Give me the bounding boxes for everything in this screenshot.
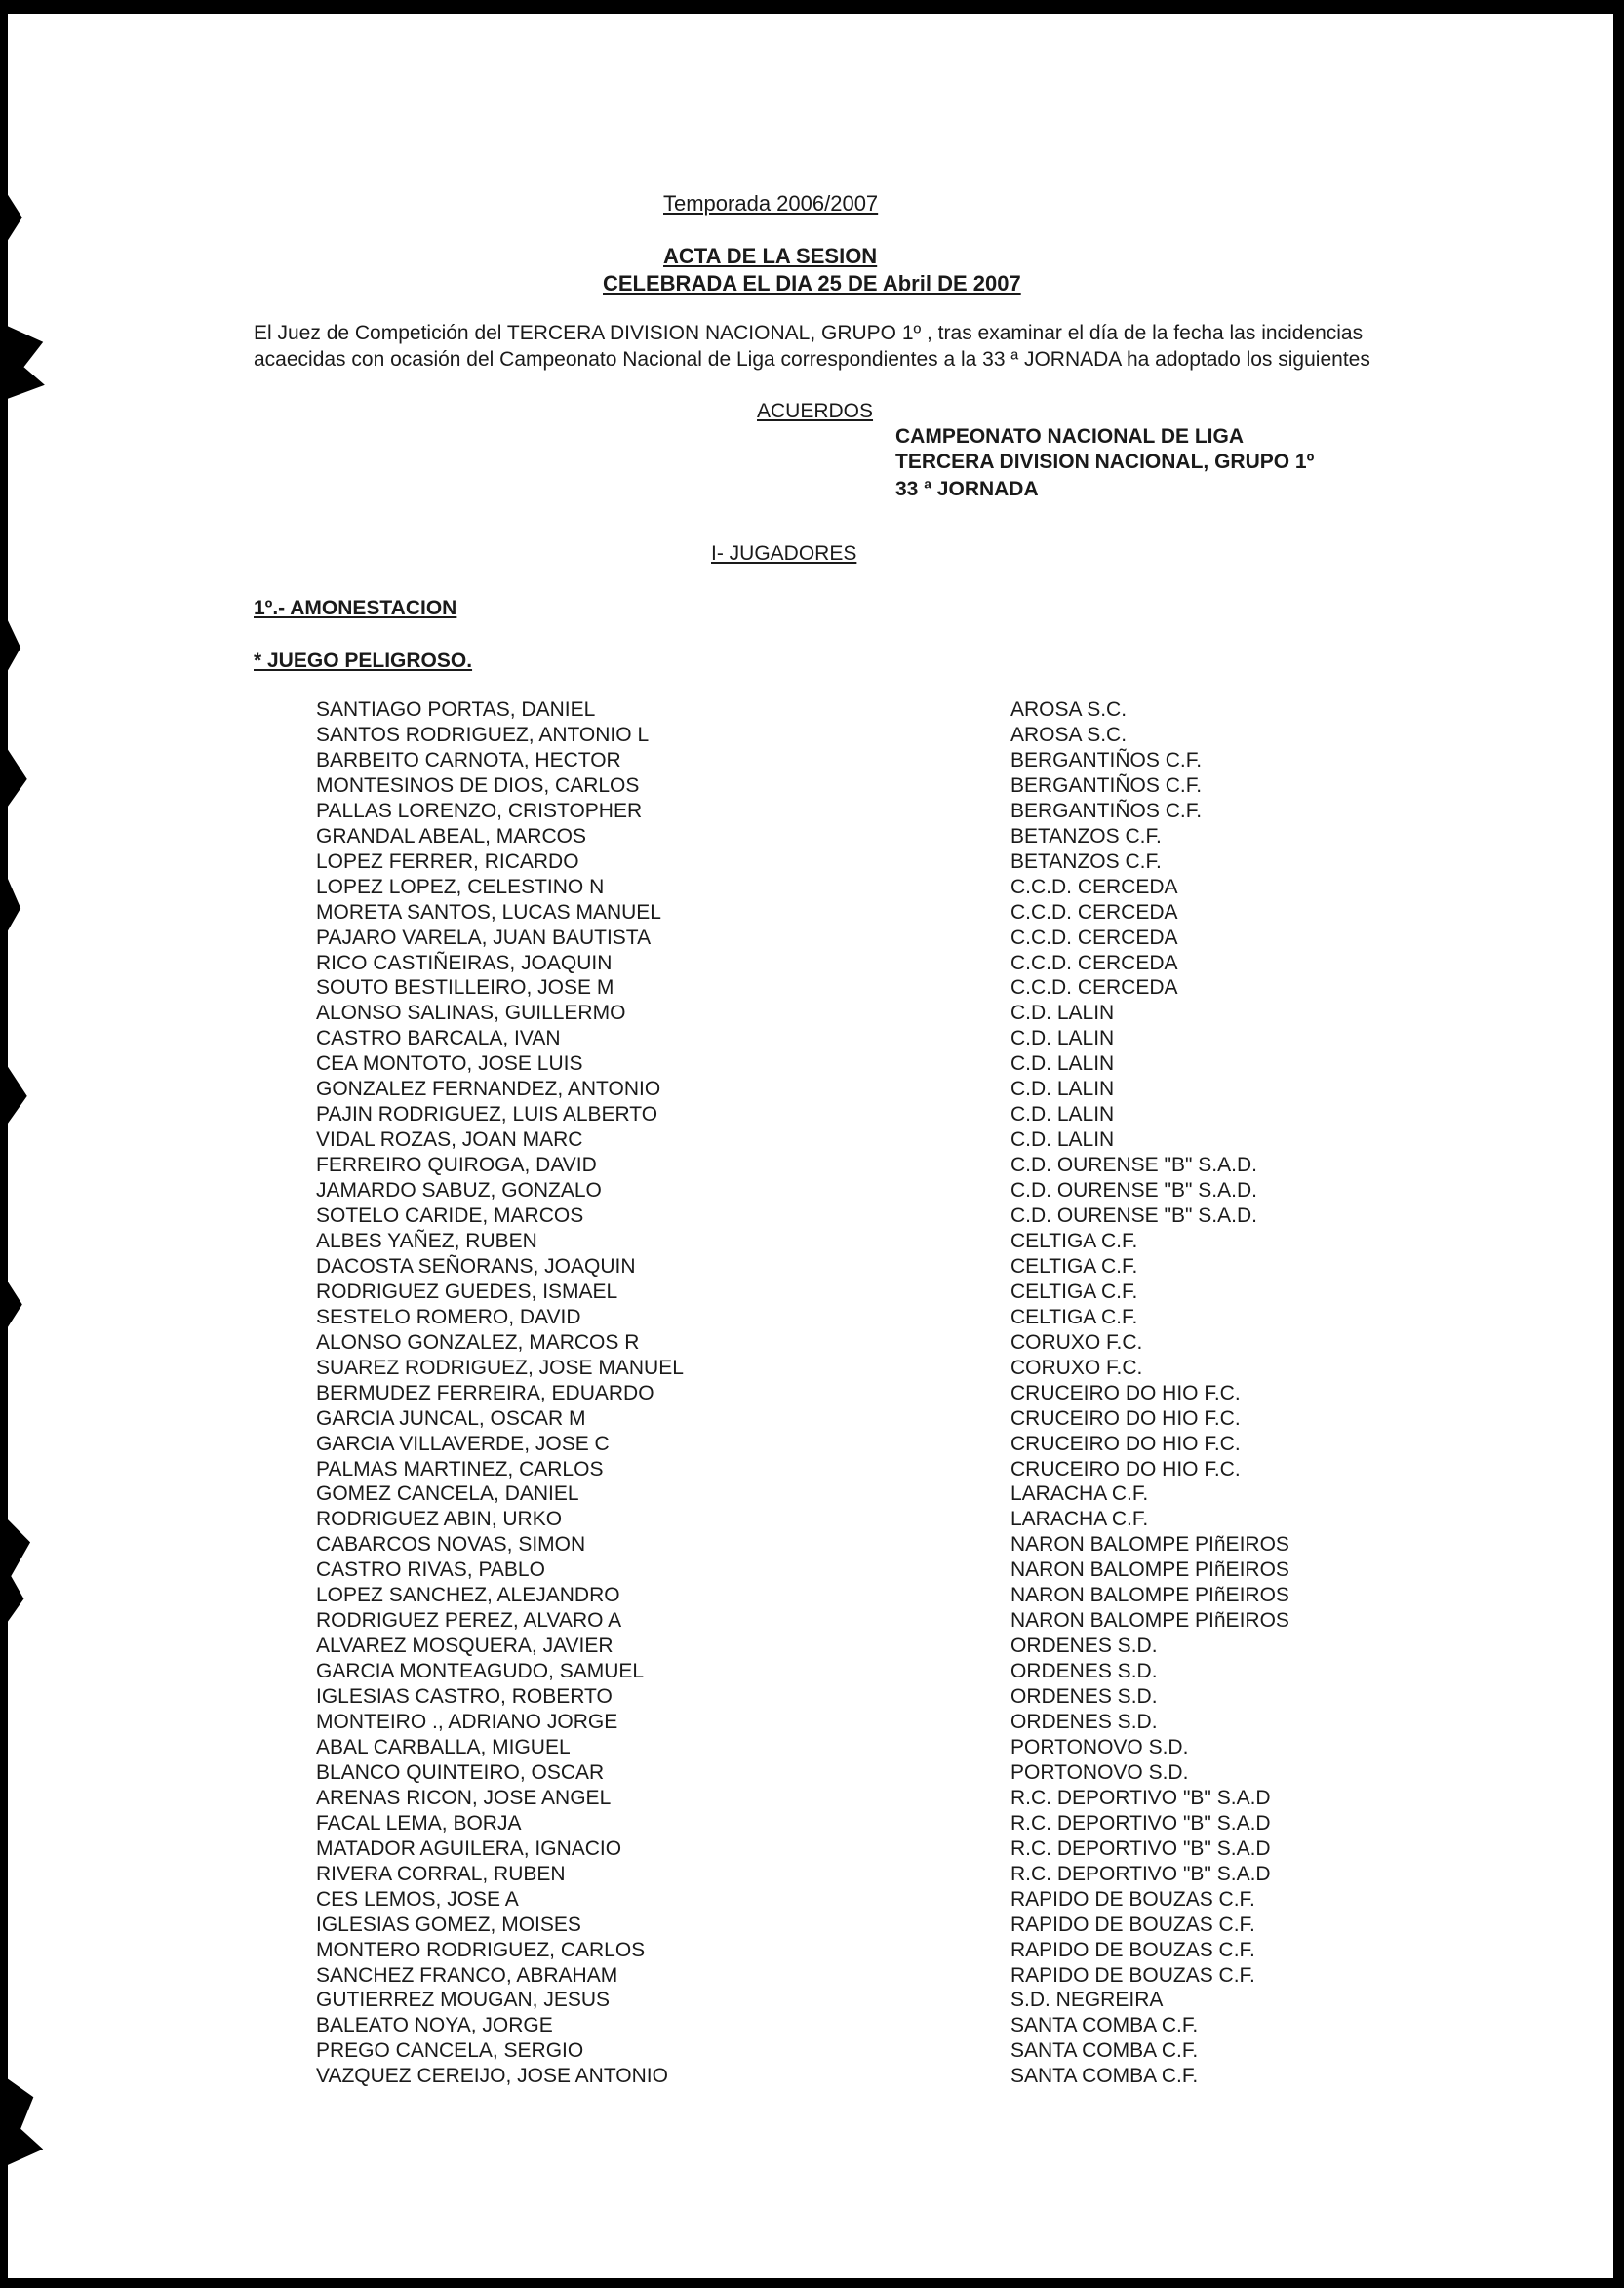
player-club: PORTONOVO S.D. [1010,1760,1189,1784]
player-name: LOPEZ LOPEZ, CELESTINO N [316,875,605,898]
intro-line-1: El Juez de Competición del TERCERA DIVISION NACIONAL, GRUPO 1º , tras examinar el día de la fecha las incidencias [254,322,1364,344]
player-club: AROSA S.C. [1010,698,1128,721]
player-club: C.C.D. CERCEDA [1010,875,1178,898]
player-club: C.C.D. CERCEDA [1010,926,1178,949]
player-club: SANTA COMBA C.F. [1010,2014,1199,2037]
player-name: LOPEZ FERRER, RICARDO [316,849,579,873]
player-club: SANTA COMBA C.F. [1010,2039,1199,2063]
player-club: C.D. LALIN [1010,1128,1115,1152]
player-club: C.C.D. CERCEDA [1010,951,1178,974]
player-name: SUAREZ RODRIGUEZ, JOSE MANUEL [316,1356,684,1379]
player-name: CES LEMOS, JOSE A [316,1887,519,1911]
player-club: C.D. OURENSE "B" S.A.D. [1010,1179,1257,1203]
subsection-title: 1º.- AMONESTACION [254,597,457,619]
player-club: CRUCEIRO DO HIO F.C. [1010,1432,1241,1455]
player-club: NARON BALOMPE PIñEIROS [1010,1533,1289,1557]
player-club: BETANZOS C.F. [1010,824,1162,848]
competition-line-2: TERCERA DIVISION NACIONAL, GRUPO 1º [895,451,1315,473]
player-club: RAPIDO DE BOUZAS C.F. [1010,1887,1255,1911]
player-club: NARON BALOMPE PIñEIROS [1010,1558,1289,1582]
player-name: CEA MONTOTO, JOSE LUIS [316,1052,583,1076]
player-name: ALVAREZ MOSQUERA, JAVIER [316,1635,614,1658]
player-name: PALLAS LORENZO, CRISTOPHER [316,799,643,822]
player-name: BALEATO NOYA, JORGE [316,2014,553,2037]
player-club: C.D. OURENSE "B" S.A.D. [1010,1204,1257,1227]
player-club: RAPIDO DE BOUZAS C.F. [1010,1913,1255,1936]
player-club: ORDENES S.D. [1010,1711,1158,1733]
player-club: C.D. LALIN [1010,1103,1115,1126]
player-name: BLANCO QUINTEIRO, OSCAR [316,1760,605,1784]
player-name: GARCIA MONTEAGUDO, SAMUEL [316,1660,645,1683]
acta-title: ACTA DE LA SESION [663,244,878,268]
player-name: SESTELO ROMERO, DAVID [316,1305,581,1328]
player-club: C.D. LALIN [1010,1078,1115,1101]
player-name: PALMAS MARTINEZ, CARLOS [316,1457,604,1480]
player-name: MORETA SANTOS, LUCAS MANUEL [316,900,661,924]
player-club: ORDENES S.D. [1010,1635,1158,1658]
player-name: FACAL LEMA, BORJA [316,1811,522,1834]
player-club: C.C.D. CERCEDA [1010,976,1178,1000]
player-name: GARCIA VILLAVERDE, JOSE C [316,1432,610,1455]
player-club: NARON BALOMPE PIñEIROS [1010,1584,1289,1607]
acuerdos-heading: ACUERDOS [757,400,874,422]
player-club: AROSA S.C. [1010,723,1128,746]
player-name: DACOSTA SEÑORANS, JOAQUIN [316,1254,636,1278]
category-title: * JUEGO PELIGROSO. [254,650,473,672]
player-name: SANTIAGO PORTAS, DANIEL [316,698,596,721]
player-club: CELTIGA C.F. [1010,1305,1138,1328]
player-club: R.C. DEPORTIVO "B" S.A.D [1010,1811,1271,1834]
player-club: SANTA COMBA C.F. [1010,2065,1199,2088]
player-name: ALBES YAÑEZ, RUBEN [316,1229,537,1252]
player-club: CRUCEIRO DO HIO F.C. [1010,1457,1241,1480]
player-name: SANCHEZ FRANCO, ABRAHAM [316,1963,618,1987]
player-name: MONTESINOS DE DIOS, CARLOS [316,773,640,797]
player-name: GOMEZ CANCELA, DANIEL [316,1482,579,1506]
player-club: R.C. DEPORTIVO "B" S.A.D [1010,1862,1271,1885]
player-name: IGLESIAS GOMEZ, MOISES [316,1913,581,1936]
player-name: SOUTO BESTILLEIRO, JOSE M [316,976,614,1000]
player-club: R.C. DEPORTIVO "B" S.A.D [1010,1786,1271,1809]
player-club: BERGANTIÑOS C.F. [1010,773,1203,797]
player-name: VIDAL ROZAS, JOAN MARC [316,1128,583,1152]
player-club: BERGANTIÑOS C.F. [1010,748,1203,771]
player-club: C.D. LALIN [1010,1052,1115,1076]
acta-date: CELEBRADA EL DIA 25 DE Abril DE 2007 [603,271,1021,296]
player-name: FERREIRO QUIROGA, DAVID [316,1154,597,1177]
player-club: LARACHA C.F. [1010,1508,1149,1531]
player-club: BERGANTIÑOS C.F. [1010,799,1203,822]
player-club: CELTIGA C.F. [1010,1280,1138,1303]
player-club: RAPIDO DE BOUZAS C.F. [1010,1963,1255,1987]
player-club: CORUXO F.C. [1010,1330,1143,1354]
player-name: CASTRO RIVAS, PABLO [316,1558,545,1582]
player-club: CORUXO F.C. [1010,1356,1143,1379]
player-club: CELTIGA C.F. [1010,1229,1138,1252]
player-name: BERMUDEZ FERREIRA, EDUARDO [316,1381,654,1404]
player-club: C.D. OURENSE "B" S.A.D. [1010,1154,1257,1177]
player-club: LARACHA C.F. [1010,1482,1149,1506]
player-name: ARENAS RICON, JOSE ANGEL [316,1786,612,1809]
player-club: C.D. LALIN [1010,1002,1115,1025]
player-club: RAPIDO DE BOUZAS C.F. [1010,1938,1255,1961]
player-club: CELTIGA C.F. [1010,1254,1138,1278]
player-name: PAJIN RODRIGUEZ, LUIS ALBERTO [316,1103,658,1126]
player-name: CABARCOS NOVAS, SIMON [316,1533,586,1557]
player-name: SANTOS RODRIGUEZ, ANTONIO L [316,723,650,746]
player-name: ALONSO GONZALEZ, MARCOS R [316,1330,640,1354]
player-name: ABAL CARBALLA, MIGUEL [316,1735,571,1758]
player-name: RICO CASTIÑEIRAS, JOAQUIN [316,951,613,974]
player-name: MATADOR AGUILERA, IGNACIO [316,1836,622,1860]
player-name: RODRIGUEZ ABIN, URKO [316,1508,563,1531]
player-name: RIVERA CORRAL, RUBEN [316,1862,566,1885]
player-name: SOTELO CARIDE, MARCOS [316,1204,584,1227]
player-club: NARON BALOMPE PIñEIROS [1010,1609,1289,1633]
player-name: GRANDAL ABEAL, MARCOS [316,824,586,848]
player-name: MONTEIRO ., ADRIANO JORGE [316,1711,618,1733]
player-club: ORDENES S.D. [1010,1685,1158,1709]
player-club: CRUCEIRO DO HIO F.C. [1010,1381,1241,1404]
player-name: RODRIGUEZ GUEDES, ISMAEL [316,1280,618,1303]
player-name: MONTERO RODRIGUEZ, CARLOS [316,1938,646,1961]
player-club: C.D. LALIN [1010,1027,1115,1050]
player-name: IGLESIAS CASTRO, ROBERTO [316,1685,613,1709]
player-name: RODRIGUEZ PEREZ, ALVARO A [316,1609,622,1633]
player-club: BETANZOS C.F. [1010,849,1162,873]
player-name: GARCIA JUNCAL, OSCAR M [316,1406,586,1430]
player-name: GONZALEZ FERNANDEZ, ANTONIO [316,1078,661,1101]
competition-line-3: 33 ª JORNADA [895,478,1039,500]
player-club: S.D. NEGREIRA [1010,1989,1164,2012]
player-name: CASTRO BARCALA, IVAN [316,1027,561,1050]
player-name: PREGO CANCELA, SERGIO [316,2039,584,2063]
player-club: PORTONOVO S.D. [1010,1735,1189,1758]
player-club: R.C. DEPORTIVO "B" S.A.D [1010,1836,1271,1860]
player-name: LOPEZ SANCHEZ, ALEJANDRO [316,1584,620,1607]
player-club: CRUCEIRO DO HIO F.C. [1010,1406,1241,1430]
intro-line-2: acaecidas con ocasión del Campeonato Nacional de Liga correspondientes a la 33 ª JORNADA ha adoptado los siguientes [254,348,1370,371]
player-club: ORDENES S.D. [1010,1660,1158,1683]
player-club: C.C.D. CERCEDA [1010,900,1178,924]
player-name: JAMARDO SABUZ, GONZALO [316,1179,602,1203]
season-heading: Temporada 2006/2007 [663,191,879,216]
player-name: BARBEITO CARNOTA, HECTOR [316,748,621,771]
player-name: PAJARO VARELA, JUAN BAUTISTA [316,926,652,949]
section-title: I- JUGADORES [711,542,857,565]
player-name: ALONSO SALINAS, GUILLERMO [316,1002,626,1025]
player-name: GUTIERREZ MOUGAN, JESUS [316,1989,611,2012]
competition-line-1: CAMPEONATO NACIONAL DE LIGA [895,425,1245,448]
player-name: VAZQUEZ CEREIJO, JOSE ANTONIO [316,2065,668,2088]
